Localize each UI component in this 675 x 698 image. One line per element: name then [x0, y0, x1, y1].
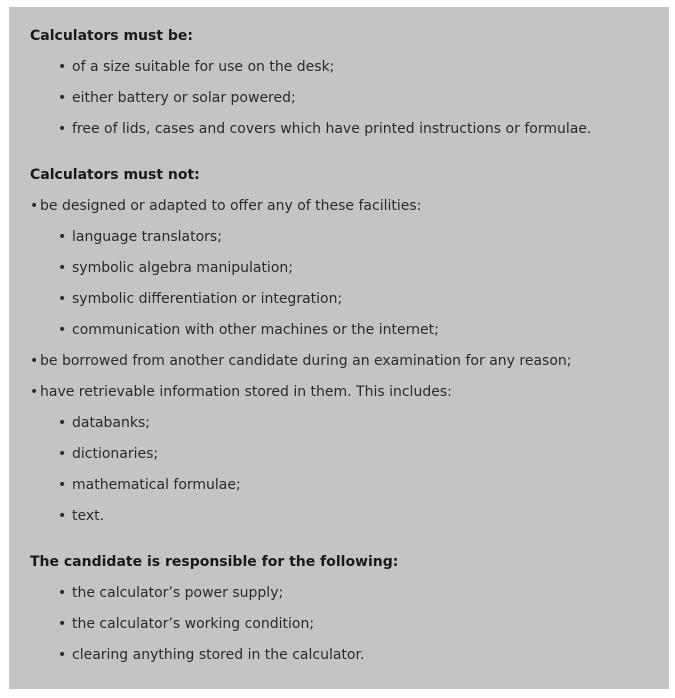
section-candidate-responsibility [30, 553, 669, 664]
section-heading: The candidate is responsible for the following: [30, 554, 399, 570]
list-item: • either battery or solar powered; [30, 89, 669, 107]
list-item: • clearing anything stored in the calculator. [30, 646, 669, 664]
section-must-not [30, 166, 669, 525]
list-item: • symbolic differentiation or integration; [30, 290, 669, 308]
list-item: • of a size suitable for use on the desk; [30, 58, 669, 76]
list-item: • databanks; [30, 414, 669, 432]
list-item: • text. [30, 507, 669, 525]
list-item: • the calculator’s power supply; [30, 584, 669, 602]
list-item: • be designed or adapted to offer any of these facilities: [30, 197, 669, 215]
list-item: • language translators; [30, 228, 669, 246]
section-must-be [30, 27, 669, 138]
list-item: • the calculator’s working condition; [30, 615, 669, 633]
calculator-rules-panel [9, 7, 669, 689]
list-item: • communication with other machines or the internet; [30, 321, 669, 339]
list-item: • free of lids, cases and covers which have printed instructions or formulae. [30, 120, 669, 138]
section-heading: Calculators must not: [30, 167, 200, 183]
list-item: • have retrievable information stored in them. This includes: [30, 383, 669, 401]
section-heading: Calculators must be: [30, 28, 194, 44]
list-item: • symbolic algebra manipulation; [30, 259, 669, 277]
list-item: • dictionaries; [30, 445, 669, 463]
list-item: • mathematical formulae; [30, 476, 669, 494]
list-item: • be borrowed from another candidate during an examination for any reason; [30, 352, 669, 370]
